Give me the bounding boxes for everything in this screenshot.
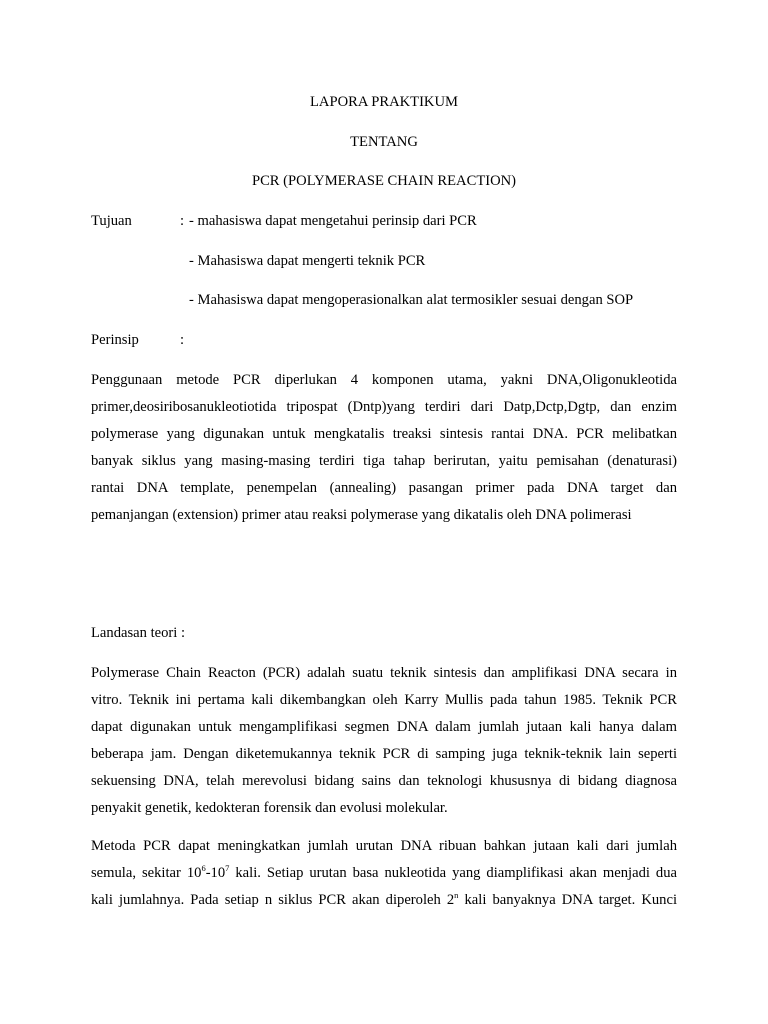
- text-segment: -10: [205, 865, 226, 881]
- superscript: 7: [225, 863, 230, 873]
- document-subtitle: TENTANG: [350, 134, 418, 150]
- text-segment: kali banyaknya DNA target. Kunci: [458, 892, 678, 908]
- tujuan-colon: :: [180, 213, 185, 229]
- paragraph-line: polymerase yang digunakan untuk mengkatalis treaksi sintesis rantai DNA. PCR melibatkan: [91, 426, 677, 442]
- text-segment: kali jumlahnya. Pada setiap n siklus PCR akan diperoleh 2: [91, 892, 455, 908]
- paragraph-line: Penggunaan metode PCR diperlukan 4 komponen utama, yakni DNA,Oligonukleotida: [91, 372, 677, 388]
- paragraph-line: beberapa jam. Dengan diketemukannya teknik PCR di samping juga teknik-teknik lain seperti: [91, 746, 677, 762]
- tujuan-item: - Mahasiswa dapat mengerti teknik PCR: [189, 253, 426, 269]
- perinsip-colon: :: [180, 332, 185, 348]
- tujuan-item: - Mahasiswa dapat mengoperasionalkan alat termosikler sesuai dengan SOP: [189, 292, 634, 308]
- paragraph-line: primer,deosiribosanukleotiotida tripospat (Dntp)yang terdiri dari Datp,Dctp,Dgtp, dan enzim: [91, 399, 677, 415]
- paragraph-line: Polymerase Chain Reacton (PCR) adalah suatu teknik sintesis dan amplifikasi DNA secara in: [91, 665, 677, 681]
- paragraph-line: [91, 890, 677, 910]
- document-topic: PCR (POLYMERASE CHAIN REACTION): [251, 173, 517, 189]
- paragraph-line: dapat digunakan untuk mengamplifikasi segmen DNA dalam jumlah jutaan kali hanya dalam: [91, 719, 677, 735]
- paragraph-line: Metoda PCR dapat meningkatkan jumlah urutan DNA ribuan bahkan jutaan kali dari jumlah: [91, 838, 677, 854]
- text-segment: kali. Setiap urutan basa nukleotida yang diamplifikasi akan menjadi dua: [229, 865, 677, 881]
- tujuan-label: Tujuan: [91, 213, 132, 229]
- paragraph-line: [91, 863, 677, 883]
- tujuan-item: - mahasiswa dapat mengetahui perinsip dari PCR: [189, 213, 477, 229]
- paragraph-line: rantai DNA template, penempelan (annealing) pasangan primer pada DNA target dan: [91, 480, 677, 496]
- landasan-heading: Landasan teori :: [91, 625, 186, 641]
- superscript: n: [454, 890, 459, 900]
- document-title: LAPORA PRAKTIKUM: [310, 94, 458, 110]
- paragraph-line: penyakit genetik, kedokteran forensik dan evolusi molekular.: [91, 800, 448, 816]
- paragraph-line: pemanjangan (extension) primer atau reaksi polymerase yang dikatalis oleh DNA polimerasi: [91, 507, 632, 523]
- superscript: 6: [201, 863, 206, 873]
- paragraph-line: vitro. Teknik ini pertama kali dikembangkan oleh Karry Mullis pada tahun 1985. Teknik PCR: [91, 692, 677, 708]
- text-segment: semula, sekitar 10: [91, 865, 202, 881]
- paragraph-line: banyak siklus yang masing-masing terdiri tiga tahap berirutan, yaitu pemisahan (denaturasi): [91, 453, 677, 469]
- perinsip-label: Perinsip: [91, 332, 139, 348]
- paragraph-line: sekuensing DNA, telah merevolusi bidang sains dan teknologi khususnya di bidang diagnosa: [91, 773, 677, 789]
